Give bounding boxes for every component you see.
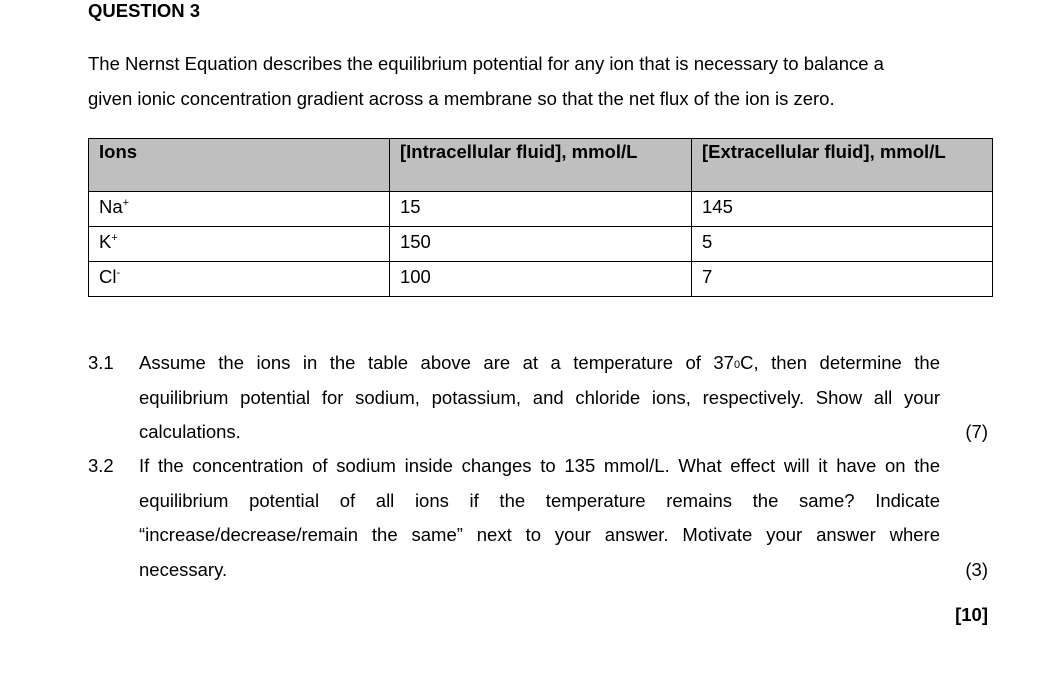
question-line: necessary. [139, 558, 228, 580]
extracellular-cell: 5 [692, 227, 993, 262]
table-row [89, 262, 993, 297]
total-marks: [10] [955, 604, 988, 625]
ion-charge: - [116, 267, 121, 279]
question-text [139, 346, 940, 450]
ion-symbol: Cl [99, 266, 117, 287]
question-line-part: Assume the ions in the table above are at a temperature of 37 [139, 352, 734, 373]
ion-symbol: K [99, 231, 112, 252]
question-number: 3.2 [88, 455, 114, 476]
question-marks: (3) [965, 558, 988, 580]
header-intracellular: [Intracellular fluid], mmol/L [389, 139, 691, 192]
question-line: calculations. [139, 421, 241, 442]
ion-charge: + [122, 197, 130, 209]
question-line: equilibrium potential for sodium, potassium, and chloride ions, respectively. Show all your [139, 386, 940, 408]
extracellular-cell: 145 [692, 192, 993, 227]
ion-symbol: Na [99, 196, 123, 217]
intracellular-cell: 150 [389, 227, 691, 262]
question-line: If the concentration of sodium inside changes to 135 mmol/L. What effect will it have on the [139, 455, 940, 476]
table-header-row [89, 139, 993, 192]
extracellular-cell: 7 [692, 262, 993, 297]
question-line: “increase/decrease/remain the same” next to your answer. Motivate your answer where [139, 524, 940, 545]
intro-line: given ionic concentration gradient across a membrane so that the net flux of the ion is zero. [88, 87, 835, 109]
ion-charge: + [111, 232, 118, 244]
ion-concentration-table [88, 138, 993, 297]
intracellular-cell: 100 [389, 262, 691, 297]
table-row [89, 192, 993, 227]
table-row [89, 227, 993, 262]
question-3-2 [88, 449, 988, 587]
intro-paragraph [88, 47, 958, 116]
degree-superscript: 0 [733, 359, 741, 371]
intracellular-cell: 15 [389, 192, 691, 227]
question-number: 3.1 [88, 352, 114, 373]
intro-line: The Nernst Equation describes the equilibrium potential for any ion that is necessary to balance a [88, 53, 884, 74]
question-text [139, 449, 940, 587]
question-heading: QUESTION 3 [88, 0, 201, 21]
ion-cell [89, 192, 390, 227]
question-line-part: C, then determine the [740, 352, 940, 373]
header-extracellular: [Extracellular fluid], mmol/L [692, 139, 993, 192]
question-marks: (7) [965, 421, 988, 442]
question-3-1 [88, 346, 988, 450]
header-ions: Ions [89, 139, 390, 192]
ion-cell [89, 262, 390, 297]
question-line: equilibrium potential of all ions if the temperature remains the same? Indicate [139, 489, 940, 511]
ion-cell [89, 227, 390, 262]
question-line [139, 346, 940, 381]
